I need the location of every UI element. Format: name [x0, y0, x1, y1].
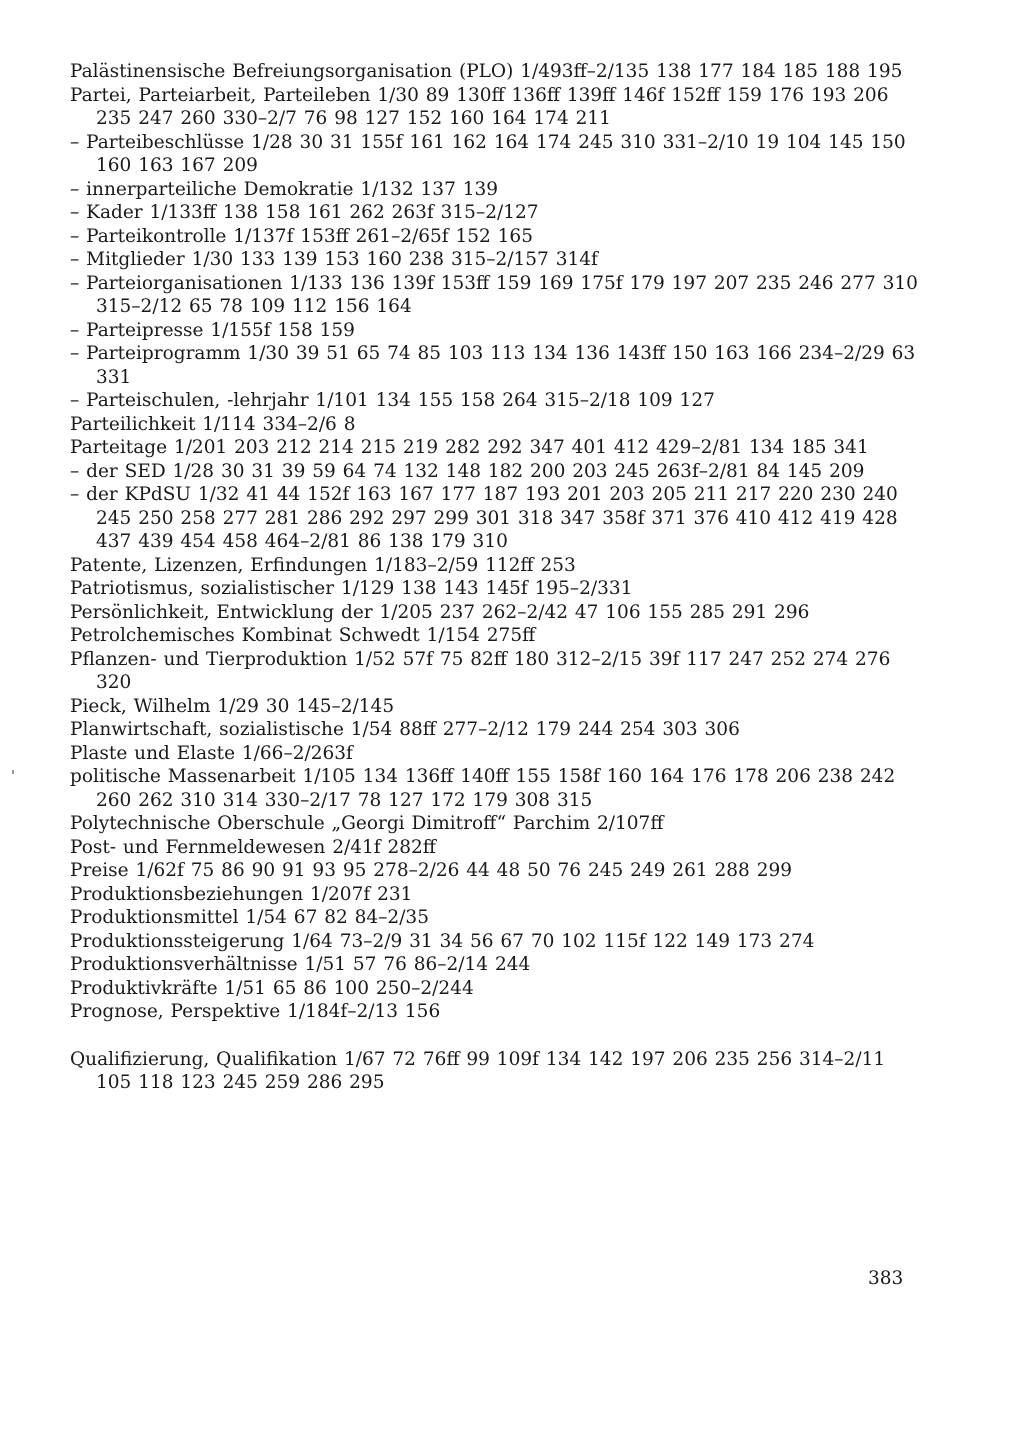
index-entry-produktivkraefte: Produktivkräfte 1/51 65 86 100 250–2/244 — [70, 977, 474, 999]
index-entry-massenarbeit: politische Massenarbeit 1/105 134 136ff 140ff 155 158f 160 164 176 178 206 238 242 260 262 310 314 330–2/17 78 127 172 179 308 315 — [70, 766, 896, 811]
index-entry-patriotismus: Patriotismus, sozialistischer 1/129 138 143 145f 195–2/331 — [70, 578, 633, 599]
index-subentry-mitglieder: – Mitglieder 1/30 133 139 153 160 238 315–2/157 314f — [70, 249, 598, 270]
index-entry-produktionsverhaeltnisse: Produktionsverhältnisse 1/51 57 76 86–2/14 244 — [70, 954, 531, 975]
index-subentry-parteischulen: – Parteischulen, -lehrjahr 1/101 134 155 158 264 315–2/18 109 127 — [70, 390, 715, 411]
index-entry-plaste-elaste: Plaste und Elaste 1/66–2/263f — [70, 742, 353, 764]
index-entry-qualifizierung: Qualifizierung, Qualifikation 1/67 72 76ff 99 109f 134 142 197 206 235 256 314–2/11 105 118 123 245 259 286 295 — [70, 1048, 886, 1093]
subject-index-list — [70, 60, 920, 1095]
index-subentry-sed: – der SED 1/28 30 31 39 59 64 74 132 148 182 200 203 245 263f–2/81 84 145 209 — [70, 460, 865, 482]
index-subentry-parteiorganisationen: – Parteiorganisationen 1/133 136 139f 153ff 159 169 175f 179 197 207 235 246 277 310 315–2/12 65 78 109 112 156 164 — [70, 272, 918, 317]
index-subentry-parteibeschluesse: – Parteibeschlüsse 1/28 30 31 155f 161 162 164 174 245 310 331–2/10 19 104 145 150 160 163 167 209 — [70, 131, 906, 176]
index-entry-prognose: Prognose, Perspektive 1/184f–2/13 156 — [70, 1001, 441, 1022]
index-subentry-kpdsu: – der KPdSU 1/32 41 44 152f 163 167 177 187 193 201 203 205 211 217 220 230 240 245 250 258 277 281 286 292 297 299 301 318 347 358f 371 376 410 412 419 428 437 439 454 458 464–2/81 86 138 179 310 — [70, 484, 898, 552]
index-entry-plo: Palästinensische Befreiungsorganisation (PLO) 1/493ff–2/135 138 177 184 185 188 195 — [70, 61, 903, 82]
index-subentry-demokratie: – innerparteiliche Demokratie 1/132 137 139 — [70, 178, 499, 200]
index-entry-persoenlichkeit: Persönlichkeit, Entwicklung der 1/205 237 262–2/42 47 106 155 285 291 296 — [70, 601, 810, 623]
index-entry-planwirtschaft: Planwirtschaft, sozialistische 1/54 88ff 277–2/12 179 244 254 303 306 — [70, 719, 740, 740]
index-subentry-parteiprogramm: – Parteiprogramm 1/30 39 51 65 74 85 103 113 134 136 143ff 150 163 166 234–2/29 63 331 — [70, 343, 916, 388]
index-entry-pieck: Pieck, Wilhelm 1/29 30 145–2/145 — [70, 695, 395, 717]
index-entry-preise: Preise 1/62f 75 86 90 91 93 95 278–2/26 44 48 50 76 245 249 261 288 299 — [70, 860, 793, 881]
index-entry-produktionsmittel: Produktionsmittel 1/54 67 82 84–2/35 — [70, 907, 429, 928]
scan-speck — [12, 770, 14, 774]
index-subentry-kader: – Kader 1/133ff 138 158 161 262 263f 315–2/127 — [70, 202, 539, 223]
index-entry-post-fernmeldewesen: Post- und Fernmeldewesen 2/41f 282ff — [70, 836, 436, 858]
index-entry-produktionsbeziehungen: Produktionsbeziehungen 1/207f 231 — [70, 883, 413, 905]
index-entry-parteilichkeit: Parteilichkeit 1/114 334–2/6 8 — [70, 413, 356, 435]
index-entry-produktionssteigerung: Produktionssteigerung 1/64 73–2/9 31 34 56 67 70 102 115f 122 149 173 274 — [70, 930, 815, 952]
index-subentry-parteipresse: – Parteipresse 1/155f 158 159 — [70, 319, 355, 341]
index-entry-petrolchemisches-kombinat: Petrolchemisches Kombinat Schwedt 1/154 275ff — [70, 625, 536, 646]
page-number: 383 — [868, 1268, 904, 1289]
index-entry-pflanzen-tierproduktion: Pflanzen- und Tierproduktion 1/52 57f 75 82ff 180 312–2/15 39f 117 247 252 274 276 320 — [70, 648, 891, 693]
index-entry-partei: Partei, Parteiarbeit, Parteileben 1/30 89 130ff 136ff 139ff 146f 152ff 159 176 193 206 235 247 260 330–2/7 76 98 127 152 160 164 174 211 — [70, 84, 889, 129]
index-entry-polytechnische-oberschule: Polytechnische Oberschule „Georgi Dimitroff“ Parchim 2/107ff — [70, 813, 664, 834]
index-entry-patente: Patente, Lizenzen, Erfindungen 1/183–2/59 112ff 253 — [70, 554, 576, 576]
index-subentry-parteikontrolle: – Parteikontrolle 1/137f 153ff 261–2/65f 152 165 — [70, 225, 533, 247]
index-entry-parteitage: Parteitage 1/201 203 212 214 215 219 282 292 347 401 412 429–2/81 134 185 341 — [70, 437, 869, 458]
